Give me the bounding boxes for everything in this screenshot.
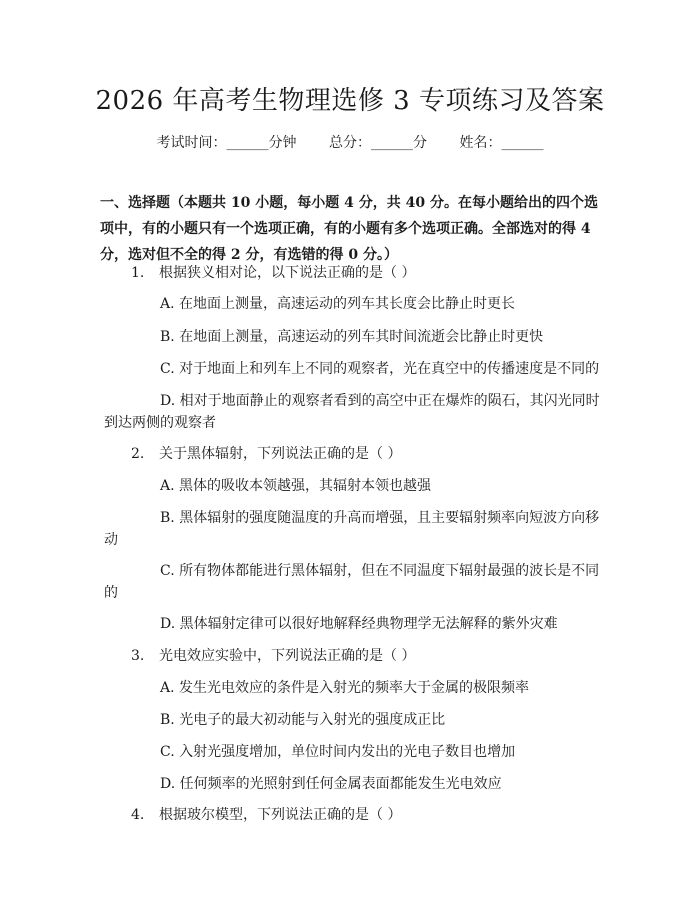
question-number: 2. — [131, 446, 145, 462]
option-3d: D. 任何频率的光照射到任何金属表面都能发生光电效应 — [160, 776, 502, 792]
name-field: 姓名：______ — [459, 135, 544, 151]
option-3b: B. 光电子的最大初动能与入射光的强度成正比 — [160, 712, 446, 728]
total-score-field: 总分：______分 — [329, 135, 427, 151]
section-header: 一、选择题（本题共 10 小题，每小题 4 分，共 40 分。在每小题给出的四个选项中，有的小题只有一个选项正确，有的小题有多个选项正确。全部选对的得 4 分，选对但不全的得 2 分，有选错的得 0 分。） — [100, 195, 598, 263]
option-1b: B. 在地面上测量，高速运动的列车其时间流逝会比静止时更快 — [160, 329, 544, 345]
question-number: 1. — [131, 265, 145, 281]
question-2 — [131, 444, 401, 464]
exam-info — [0, 132, 700, 152]
option-1c: C. 对于地面上和列车上不同的观察者，光在真空中的传播速度是不同的 — [160, 361, 600, 377]
option-2c: C. 所有物体都能进行黑体辐射，但在不同温度下辐射最强的波长是不同 — [160, 563, 600, 579]
question-3 — [131, 646, 415, 666]
option-3a: A. 发生光电效应的条件是入射光的频率大于金属的极限频率 — [160, 680, 530, 696]
question-stem: 关于黑体辐射，下列说法正确的是（ ） — [159, 446, 402, 462]
option-1a: A. 在地面上测量，高速运动的列车其长度会比静止时更长 — [160, 296, 516, 312]
option-2c-continuation: 的 — [104, 585, 118, 601]
question-1 — [131, 263, 415, 283]
question-stem: 根据玻尔模型，下列说法正确的是（ ） — [159, 807, 402, 823]
question-number: 4. — [131, 807, 145, 823]
option-3c: C. 入射光强度增加，单位时间内发出的光电子数目也增加 — [160, 744, 516, 760]
option-1d: D. 相对于地面静止的观察者看到的高空中正在爆炸的陨石，其闪光同时 — [160, 393, 600, 409]
page-title: 2026 年高考生物理选修 3 专项练习及答案 — [95, 86, 605, 116]
option-2d: D. 黑体辐射定律可以很好地解释经典物理学无法解释的紫外灾难 — [160, 616, 558, 632]
question-stem: 光电效应实验中，下列说法正确的是（ ） — [159, 648, 416, 664]
option-1d-continuation: 到达两侧的观察者 — [104, 415, 216, 431]
option-2b-continuation: 动 — [104, 532, 118, 548]
question-number: 3. — [131, 648, 145, 664]
question-4 — [131, 805, 401, 825]
option-2b: B. 黑体辐射的强度随温度的升高而增强，且主要辐射频率向短波方向移 — [160, 510, 600, 526]
exam-time-field: 考试时间：______分钟 — [156, 135, 297, 151]
option-2a: A. 黑体的吸收本领越强，其辐射本领也越强 — [160, 478, 432, 494]
question-stem: 根据狭义相对论，以下说法正确的是（ ） — [159, 265, 416, 281]
